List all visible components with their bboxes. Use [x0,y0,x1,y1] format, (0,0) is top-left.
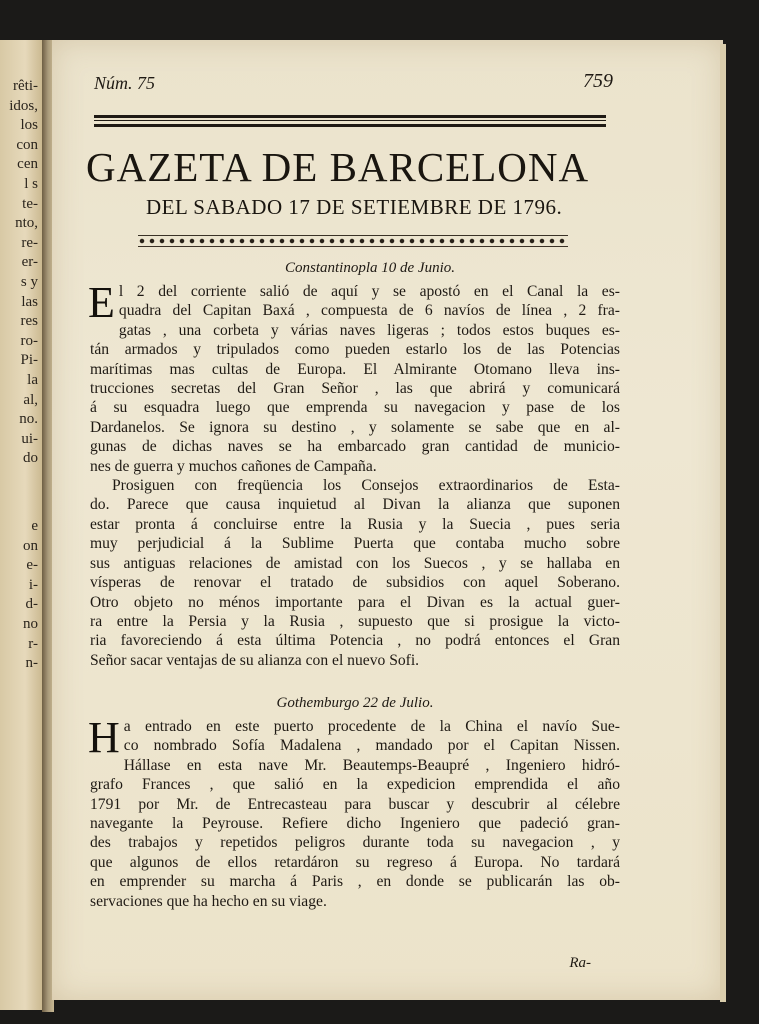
facing-page-line: e [31,518,38,534]
facing-page-line: e- [26,557,38,574]
facing-page-line: l s [24,176,38,192]
facing-page-line: los [20,117,38,134]
page-edge [720,44,726,1002]
text-line: muy perjudicial á la Sublime Puerta que contaba mucho sobre [90,535,620,553]
facing-page-line: d- [25,596,38,613]
facing-page-line: no [23,616,38,632]
text-line: gunas de dichas naves se ha embarcado gran cantidad de municio- [90,438,620,456]
text-line: a entrado en este puerto procedente de la China el navío Sue- [123,718,620,735]
text-line: Dardanelos. Se ignora su destino , y solamente se sabe que en al- [90,418,620,436]
drop-cap: E [88,278,115,327]
text-line: do. Parece que causa inquietud al Divan la alianza que suponen [90,496,620,514]
page-number: 759 [583,70,613,92]
drop-cap: H [88,713,120,762]
header-rule [94,124,606,127]
facing-page-line: al, [23,391,38,408]
issue-number: Núm. 75 [94,73,156,93]
text-line: Hállase en esta nave Mr. Beautemps-Beaupré , Ingeniero hidró- [123,756,620,774]
text-line: l 2 del corriente salió de aquí y se apostó en el Canal la es- [118,283,620,300]
text-line: grafo Frances , que salió en la expedicion emprendida el año [90,776,620,794]
article-dateline: Gothemburgo 22 de Julio. [276,695,434,711]
facing-page-line: nto, [15,215,38,232]
newspaper-page [52,40,723,1000]
text-line: Prosiguen con freqüencia los Consejos extraordinarios de Esta- [112,477,620,495]
text-line: gatas , una corbeta y várias naves ligeras ; todos estos buques es- [118,321,620,339]
facing-page-line: res [20,313,38,330]
article-body [88,278,620,670]
facing-page-line: idos, [9,97,38,114]
facing-page-line: er- [21,254,38,271]
text-line: nes de guerra y muchos cañones de Campaña. [90,457,377,475]
text-line: 1791 por Mr. de Entrecasteau para buscar y descubrir al célebre [90,795,620,813]
facing-page-line: la [27,372,38,388]
facing-page-line: i- [28,576,38,593]
facing-page-fragment [0,40,42,1010]
facing-page-line: re- [21,234,38,251]
header-rule [94,120,606,121]
text-line: quadra del Capitan Baxá , compuesta de 6 navíos de línea , 2 fra- [118,302,620,320]
facing-page-line: no. [19,411,38,428]
text-line: vísperas de renovar el tratado de subsidios con aquel Soberano. [90,574,620,592]
facing-page-line: las [21,293,38,310]
article-body [88,713,620,911]
article-dateline: Constantinopla 10 de Junio. [285,260,455,276]
text-line: sus antiguas relaciones de amistad con los Suecos , y se hallaba en [90,554,620,572]
facing-page-line: s y [20,274,38,290]
text-line: servaciones que ha hecho en su viage. [90,892,327,910]
text-line: navegante la Peyrouse. Refiere dicho Ingeniero que padeció gran- [90,815,620,833]
facing-page-line: te- [22,195,38,212]
masthead-date: DEL SABADO 17 DE SETIEMBRE DE 1796. [146,195,563,219]
facing-page-line: cen [17,156,38,173]
text-line: marítimas mas cultas de Europa. El Almirante Otomano lleva ins- [90,360,620,378]
text-line: trucciones secretas del Gran Señor , las que abrirá y comunicará [90,380,620,398]
ornamental-divider [138,235,568,247]
facing-page-line: on [23,537,38,554]
text-line: ria favoreciendo á esta última Potencia , no podrá entonces el Gran [90,632,620,650]
facing-page-line: rêti- [13,78,38,94]
text-line: estar pronta á concluirse entre la Rusia y la Suecia , pues seria [90,515,620,533]
facing-page-line: r- [28,635,38,652]
text-line: en emprender su marcha á Paris , en donde se publicarán las ob- [90,873,620,891]
text-line: ra entre la Persia y la Rusia , supuesto que si prosigue la victo- [90,612,620,630]
text-line: tán armados y tripulados como pueden estarlo los de las Potencias [90,341,620,359]
text-line: Señor sacar ventajas de su alianza con el nuevo Sofi. [90,651,420,669]
facing-page-line: con [16,136,38,153]
facing-page-line: n- [25,655,38,672]
header-rule [94,115,606,118]
article-gothemburgo [90,695,620,911]
article-constantinopla [90,260,620,670]
facing-page-line: Pi- [20,352,38,369]
text-line: á su esquadra luego que emprenda su navegacion y pase de los [90,399,620,417]
text-line: co nombrado Sofía Madalena , mandado por el Capitan Nissen. [123,737,620,755]
text-line: des trabajos y repetidos peligros durante toda su navegacion , y [90,834,620,852]
catchword: Ra- [569,955,591,971]
text-line: Otro objeto no ménos importante para el Divan es la actual guer- [90,593,620,611]
facing-page-line: do [23,450,38,467]
facing-page-line: ro- [20,332,38,349]
masthead-title: GAZETA DE BARCELONA [86,144,590,190]
facing-page-line: ui- [21,430,38,447]
text-line: que algunos de ellos retardáron su regreso á Europa. No tardará [90,853,620,871]
